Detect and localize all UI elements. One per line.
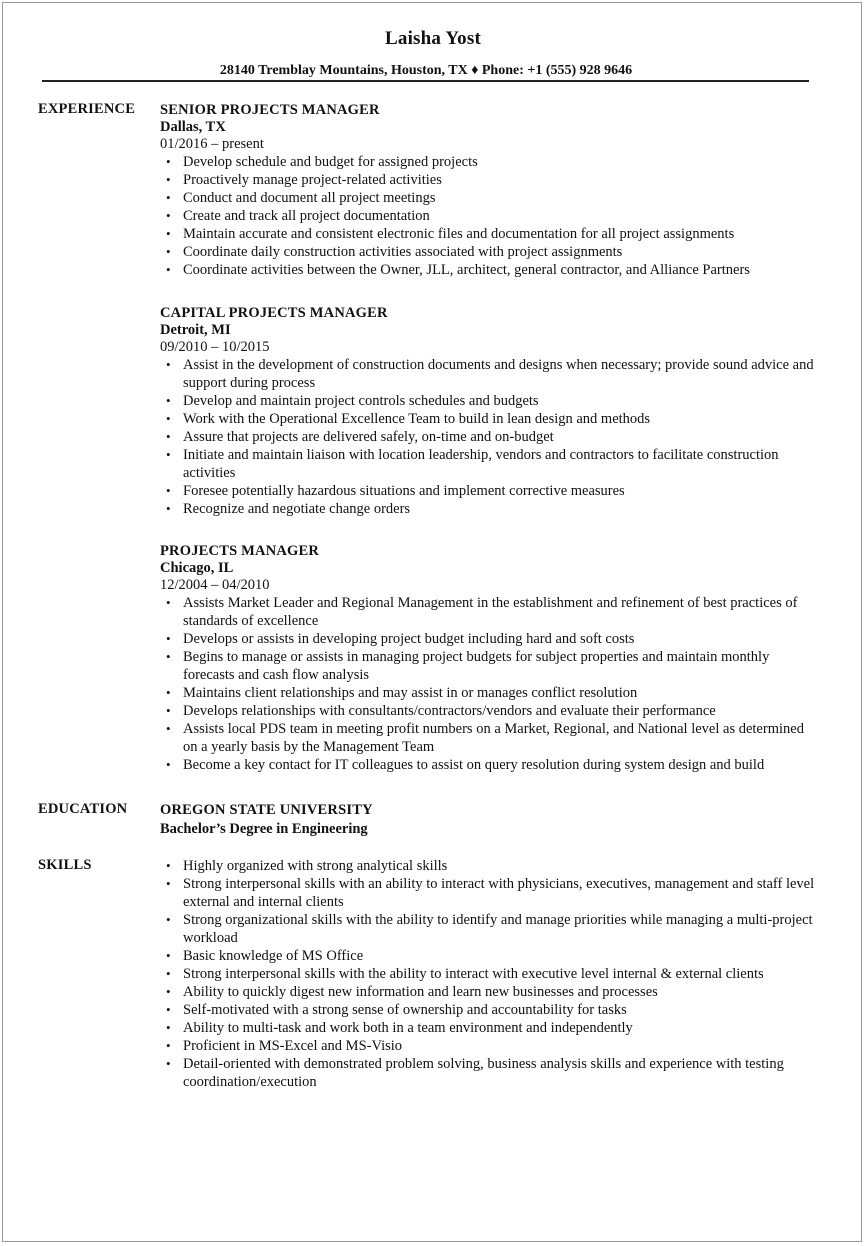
job-dates: 12/2004 – 04/2010 <box>160 577 270 593</box>
list-item: • Coordinate daily construction activities associated with project assignments <box>160 243 820 261</box>
list-item: • Assist in the development of construction documents and designs when necessary; provide sound advice and support during process <box>160 356 820 392</box>
list-item: • Highly organized with strong analytical skills <box>160 857 820 875</box>
contact-line: 28140 Tremblay Mountains, Houston, TX ♦ Phone: +1 (555) 928 9646 <box>219 63 633 78</box>
job-title: SENIOR PROJECTS MANAGER <box>160 102 380 118</box>
job-title: CAPITAL PROJECTS MANAGER <box>160 305 388 321</box>
list-item: • Detail-oriented with demonstrated problem solving, business analysis skills and experience with testing coordination/execution <box>160 1055 820 1091</box>
list-item: • Coordinate activities between the Owner, JLL, architect, general contractor, and Alliance Partners <box>160 261 820 279</box>
list-item: • Strong interpersonal skills with the ability to interact with executive level internal & external clients <box>160 965 820 983</box>
job-location: Dallas, TX <box>160 119 226 135</box>
list-item: • Develop schedule and budget for assigned projects <box>160 153 820 171</box>
list-item: • Assure that projects are delivered safely, on-time and on-budget <box>160 428 820 446</box>
list-item: • Strong organizational skills with the ability to identify and manage priorities while managing a multi-project workload <box>160 911 820 947</box>
job-duties <box>160 594 820 774</box>
list-item: • Recognize and negotiate change orders <box>160 500 820 518</box>
list-item: • Develop and maintain project controls schedules and budgets <box>160 392 820 410</box>
candidate-name: Laisha Yost <box>385 28 481 49</box>
list-item: • Develops relationships with consultants/contractors/vendors and evaluate their performance <box>160 702 820 720</box>
list-item: • Ability to multi-task and work both in a team environment and independently <box>160 1019 820 1037</box>
list-item: • Proficient in MS-Excel and MS-Visio <box>160 1037 820 1055</box>
list-item: • Initiate and maintain liaison with location leadership, vendors and contractors to facilitate construction activities <box>160 446 820 482</box>
job-senior-projects-manager <box>160 101 820 279</box>
education-entry <box>160 801 820 838</box>
list-item: • Assists local PDS team in meeting profit numbers on a Market, Regional, and National level as determined on a yearly basis by the Management Team <box>160 720 820 756</box>
skills-list-container <box>160 857 820 1091</box>
job-location: Detroit, MI <box>160 322 231 338</box>
list-item: • Assists Market Leader and Regional Management in the establishment and refinement of best practices of standards of excellence <box>160 594 820 630</box>
list-item: • Foresee potentially hazardous situations and implement corrective measures <box>160 482 820 500</box>
list-item: • Become a key contact for IT colleagues to assist on query resolution during system design and build <box>160 756 820 774</box>
header-divider <box>42 80 809 82</box>
list-item: • Conduct and document all project meetings <box>160 189 820 207</box>
skills-heading: SKILLS <box>38 857 92 873</box>
school-name: OREGON STATE UNIVERSITY <box>160 802 373 818</box>
degree: Bachelor’s Degree in Engineering <box>160 821 368 837</box>
job-dates: 09/2010 – 10/2015 <box>160 339 270 355</box>
list-item: • Work with the Operational Excellence Team to build in lean design and methods <box>160 410 820 428</box>
list-item: • Develops or assists in developing project budget including hard and soft costs <box>160 630 820 648</box>
list-item: • Maintains client relationships and may assist in or manages conflict resolution <box>160 684 820 702</box>
job-title: PROJECTS MANAGER <box>160 543 320 559</box>
job-capital-projects-manager <box>160 304 820 518</box>
list-item: • Self-motivated with a strong sense of ownership and accountability for tasks <box>160 1001 820 1019</box>
list-item: • Proactively manage project-related activities <box>160 171 820 189</box>
job-duties <box>160 153 820 279</box>
job-dates: 01/2016 – present <box>160 136 264 152</box>
job-location: Chicago, IL <box>160 560 234 576</box>
list-item: • Strong interpersonal skills with an ability to interact with physicians, executives, management and staff level external and internal clients <box>160 875 820 911</box>
experience-heading: EXPERIENCE <box>38 101 136 117</box>
list-item: • Create and track all project documentation <box>160 207 820 225</box>
list-item: • Maintain accurate and consistent electronic files and documentation for all project assignments <box>160 225 820 243</box>
skills-list <box>160 857 820 1091</box>
list-item: • Ability to quickly digest new information and learn new businesses and processes <box>160 983 820 1001</box>
list-item: • Begins to manage or assists in managing project budgets for subject properties and maintain monthly forecasts and cash flow analysis <box>160 648 820 684</box>
list-item: • Basic knowledge of MS Office <box>160 947 820 965</box>
job-duties <box>160 356 820 518</box>
education-heading: EDUCATION <box>38 801 128 817</box>
job-projects-manager <box>160 542 820 774</box>
